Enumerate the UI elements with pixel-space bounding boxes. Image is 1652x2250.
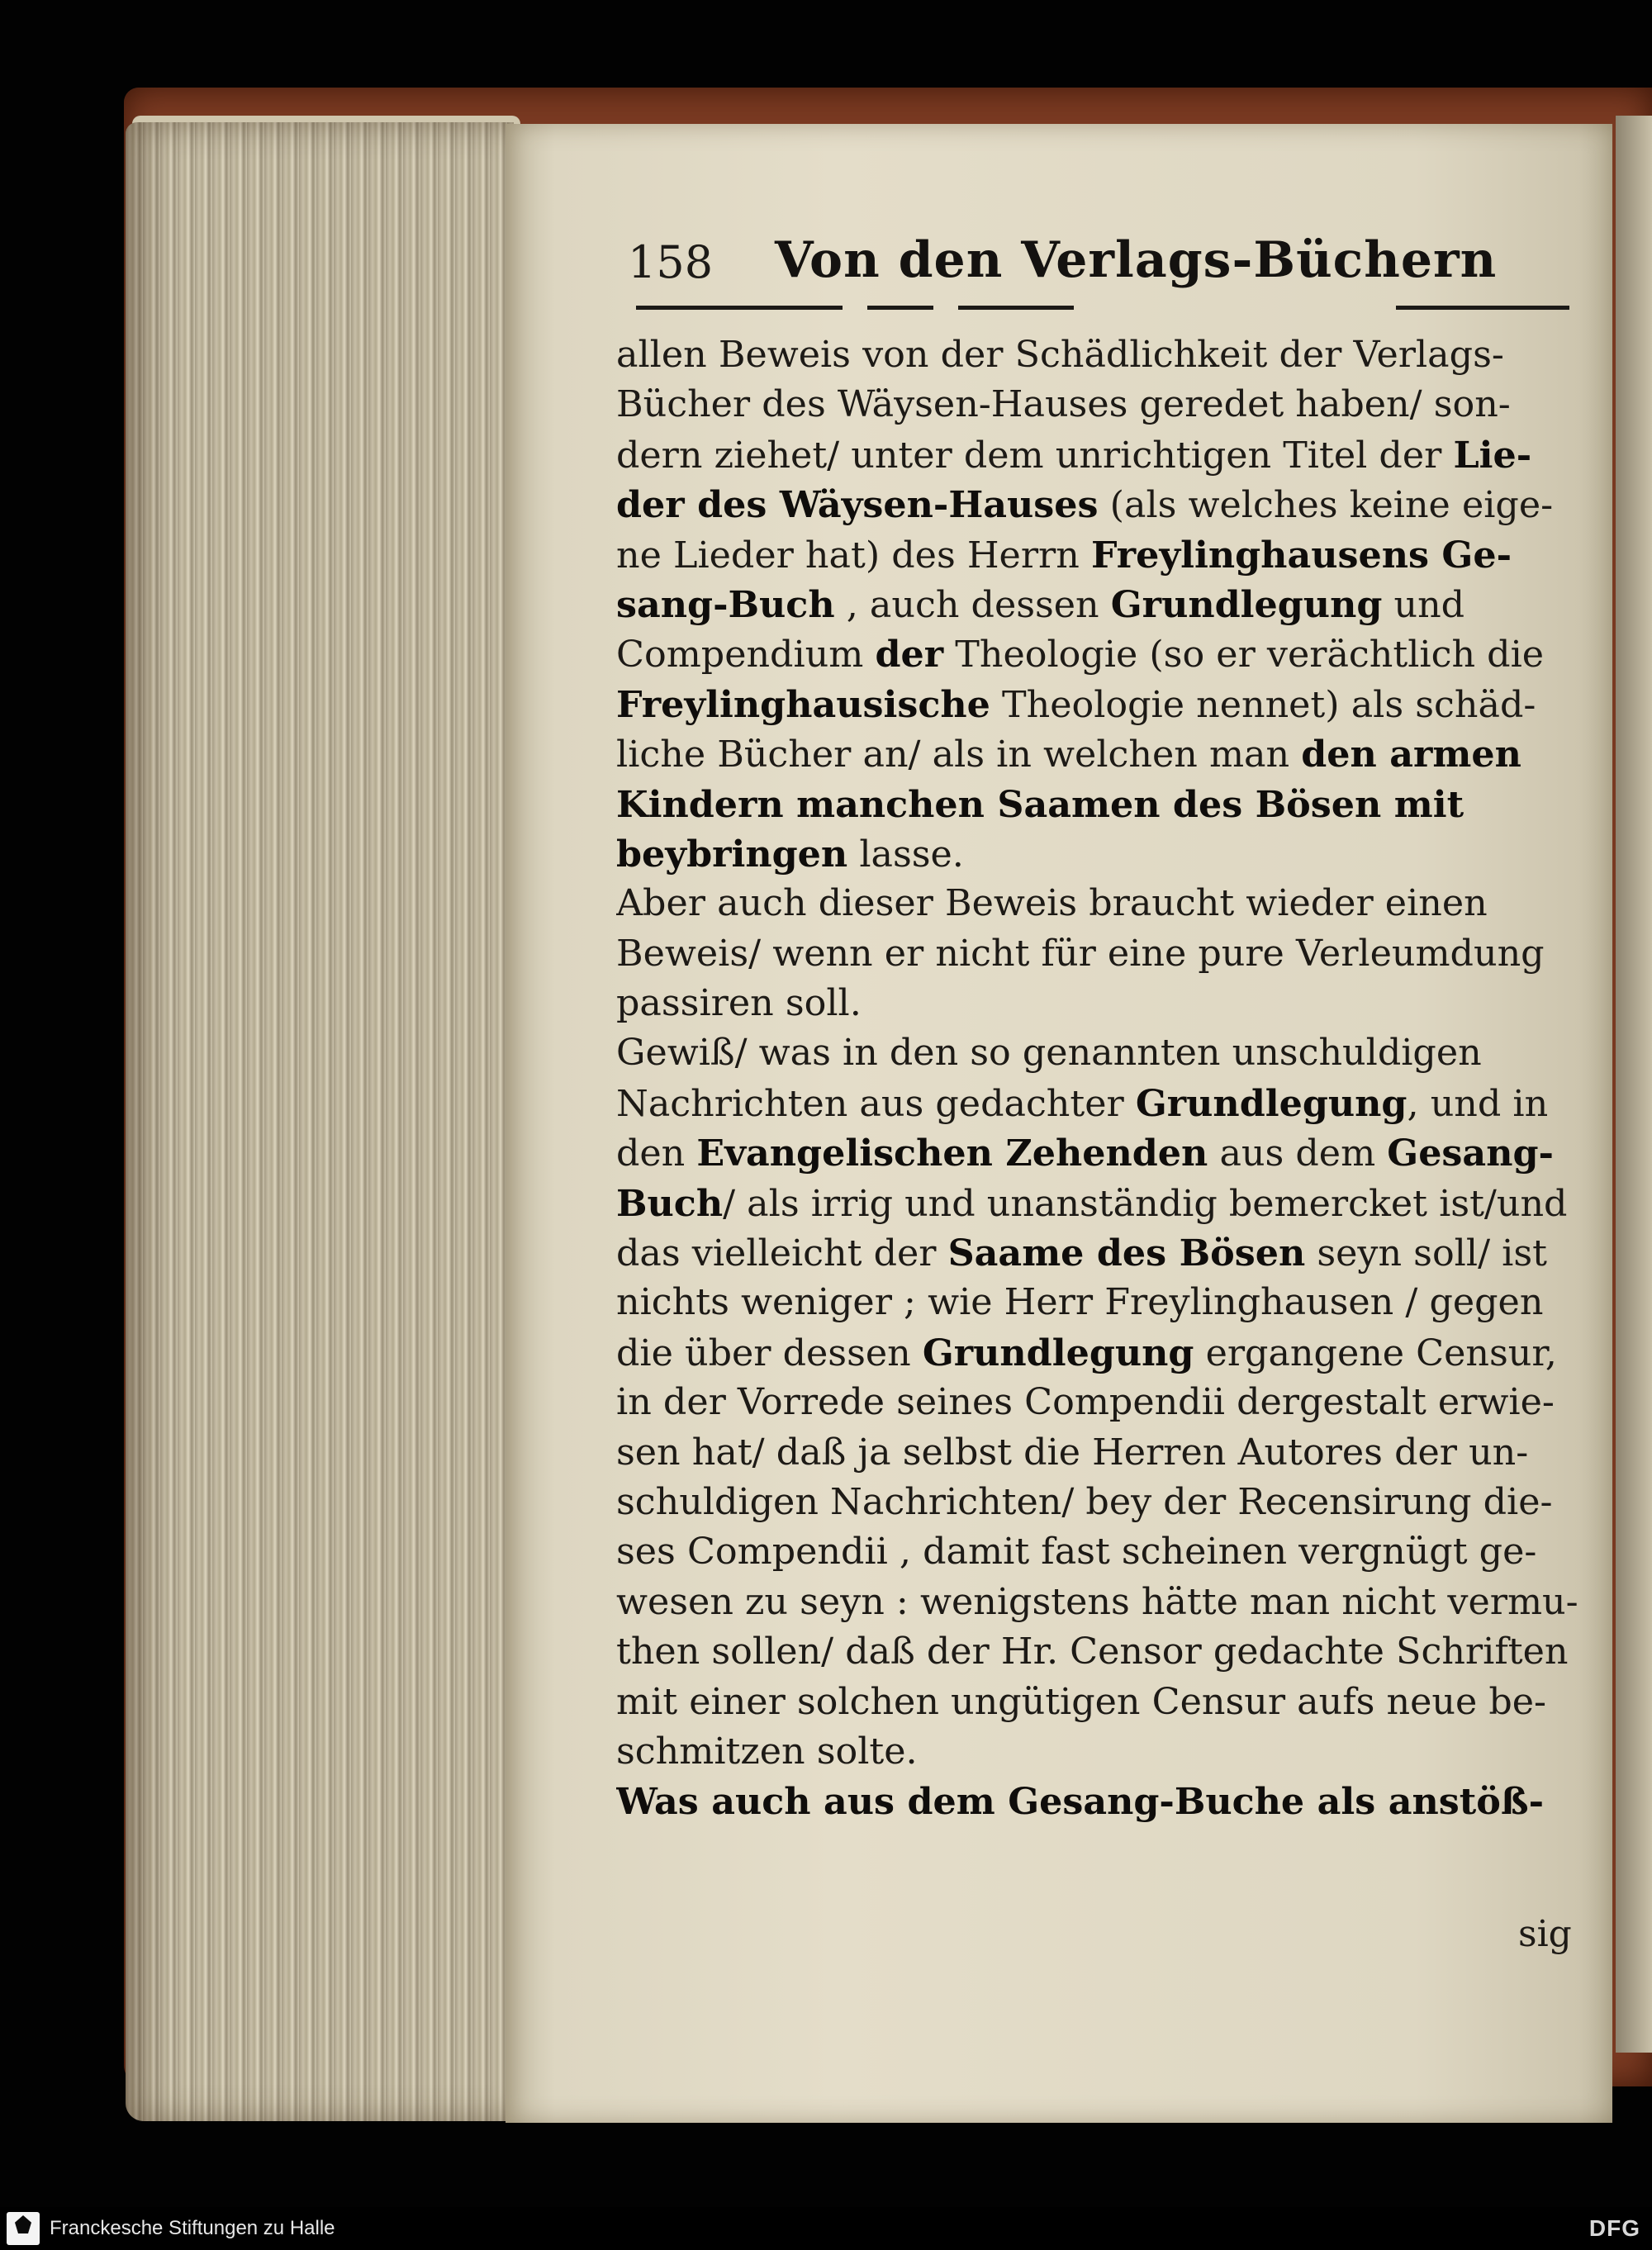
text-line (616, 680, 1581, 729)
emphasized-text: Buch (616, 1181, 724, 1225)
text-line (616, 1478, 1581, 1527)
header-rule (867, 306, 933, 310)
text-segment: mit einer solchen ungütigen Censur aufs neue be- (616, 1680, 1547, 1723)
text-line (616, 1179, 1581, 1228)
text-line (616, 1228, 1581, 1278)
text-segment: Nachrichten aus gedachter (616, 1082, 1136, 1125)
text-segment: passiren soll. (616, 982, 862, 1025)
emphasized-text: als anstöß- (1304, 1780, 1544, 1824)
dfg-logo: DFG (1588, 2215, 1640, 2241)
text-line (616, 729, 1581, 779)
text-line (616, 1128, 1581, 1178)
text-line (616, 1028, 1581, 1078)
emphasized-text: Kindern manchen Saamen des Bösen mit (616, 782, 1464, 826)
emphasized-text: den armen (1301, 733, 1521, 776)
text-line (616, 580, 1581, 629)
text-line (616, 480, 1581, 529)
text-line (616, 629, 1581, 679)
emphasized-text: Evangelischen Zehenden (696, 1132, 1208, 1175)
text-line (616, 380, 1581, 430)
text-line (616, 1527, 1581, 1577)
institution-name: Franckesche Stiftungen zu Halle (50, 2217, 335, 2239)
header-rule (636, 306, 843, 310)
emphasized-text: Grundlegung (922, 1331, 1194, 1374)
catchword: sig (1518, 1913, 1572, 1955)
text-segment: nichts weniger ; wie Herr Freylinghausen / gegen (616, 1281, 1544, 1324)
emphasized-text: der des Wäysen-Hauses (616, 483, 1099, 527)
text-line (616, 1578, 1581, 1627)
text-segment: ne Lieder hat) des Herrn (616, 534, 1091, 577)
emphasized-text: Gesang-Buche (1008, 1780, 1305, 1824)
text-line (616, 1278, 1581, 1327)
text-segment: then sollen/ daß der Hr. Censor gedachte Schriften (616, 1631, 1569, 1673)
text-line (616, 1678, 1581, 1727)
page-number: 158 (628, 236, 714, 288)
header-title: Von den Verlags-Büchern (775, 231, 1498, 289)
emphasized-text: Was auch aus dem (616, 1780, 1009, 1824)
text-segment: allen Beweis von der Schädlichkeit der Verlags- (616, 334, 1504, 376)
emphasized-text: Grundlegung (1110, 582, 1383, 626)
text-segment: und (1382, 583, 1465, 626)
text-segment: , auch dessen (834, 583, 1111, 626)
text-segment: ses Compendii , damit fast scheinen vergnügt ge- (616, 1531, 1537, 1574)
text-line (616, 829, 1581, 879)
institution-logo-icon (7, 2212, 40, 2245)
text-segment: den (616, 1132, 697, 1175)
text-segment: Theologie nennet) als schäd- (990, 683, 1536, 726)
text-line (616, 530, 1581, 580)
text-segment: Beweis/ wenn er nicht für eine pure Verleumdung (616, 932, 1545, 975)
emphasized-text: Saame des Bösen (947, 1232, 1306, 1275)
text-segment: schmitzen solte. (616, 1730, 918, 1773)
facing-page-edge (1616, 116, 1652, 2053)
text-segment: sen hat/ daß ja selbst die Herren Autores der un- (616, 1431, 1529, 1474)
emphasized-text: Lie- (1453, 433, 1532, 477)
text-segment: schuldigen Nachrichten/ bey der Recensirung die- (616, 1480, 1553, 1523)
text-line (616, 1727, 1581, 1777)
text-segment: (als welches keine eige- (1098, 484, 1554, 527)
text-line (616, 1627, 1581, 1677)
text-segment: lasse. (847, 833, 964, 876)
text-segment: die über dessen (616, 1331, 923, 1374)
text-line (616, 1328, 1581, 1378)
header-rule (1396, 306, 1569, 310)
text-line (616, 1777, 1581, 1826)
body-text (616, 330, 1581, 1827)
emphasized-text: Freylinghausische (616, 682, 990, 726)
emphasized-text: beybringen (616, 832, 848, 876)
text-line (616, 780, 1581, 829)
text-line (616, 1378, 1581, 1427)
text-segment: Bücher des Wäysen-Hauses geredet haben/ son- (616, 383, 1511, 426)
text-segment: Aber auch dieser Beweis braucht wieder einen (616, 882, 1488, 925)
text-segment: Gewiß/ was in den so genannten unschuldigen (616, 1032, 1482, 1075)
running-head (628, 231, 1578, 322)
text-line (616, 929, 1581, 979)
footer-bar (0, 2207, 1652, 2250)
text-line (616, 330, 1581, 380)
text-segment: Theologie (so er verächtlich die (943, 634, 1545, 676)
emphasized-text: Gesang- (1387, 1132, 1554, 1175)
text-segment: ergangene Censur, (1194, 1331, 1557, 1374)
text-segment: wesen zu seyn : wenigstens hätte man nicht vermu- (616, 1580, 1578, 1623)
book-fore-edge (126, 122, 514, 2121)
text-segment: das vielleicht der (616, 1232, 948, 1275)
text-segment: / als irrig und unanständig bemercket ist/und (723, 1182, 1568, 1225)
text-segment: dern ziehet/ unter dem unrichtigen Titel der (616, 434, 1454, 477)
text-segment: liche Bücher an/ als in welchen man (616, 733, 1302, 776)
emphasized-text: sang-Buch (616, 582, 835, 626)
text-segment: Compendium (616, 634, 876, 676)
header-rule (958, 306, 1074, 310)
emphasized-text: Freylinghausens Ge- (1090, 533, 1512, 577)
text-segment: , und in (1407, 1082, 1549, 1125)
text-segment: seyn soll/ ist (1305, 1232, 1547, 1275)
text-segment: in der Vorrede seines Compendii dergestalt erwie- (616, 1381, 1555, 1424)
text-line (616, 1079, 1581, 1128)
text-line (616, 1428, 1581, 1478)
text-line (616, 879, 1581, 928)
text-line (616, 979, 1581, 1028)
emphasized-text: der (875, 633, 944, 676)
text-line (616, 430, 1581, 480)
text-segment: aus dem (1208, 1132, 1388, 1175)
emphasized-text: Grundlegung (1135, 1081, 1408, 1125)
